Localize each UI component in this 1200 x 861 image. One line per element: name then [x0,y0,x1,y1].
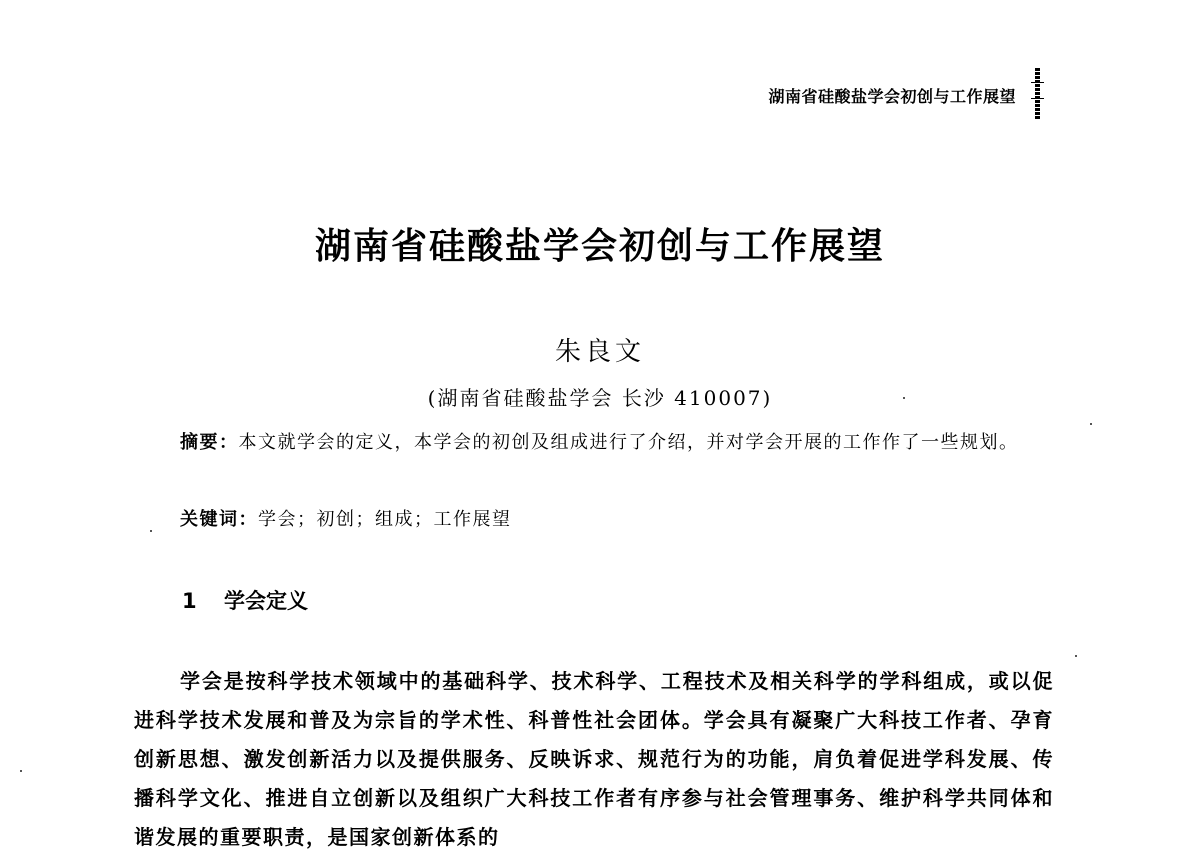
abstract-text: 本文就学会的定义，本学会的初创及组成进行了介绍，并对学会开展的工作作了一些规划。 [238,432,1019,453]
section-number: 1 [182,589,197,613]
abstract [134,425,1054,461]
header-bar-tick [1031,98,1044,99]
paper-title: 湖南省硅酸盐学会初创与工作展望 [314,225,885,267]
scan-speck [1075,655,1077,657]
author-name: 朱良文 [554,337,645,367]
abstract-label: 摘要： [180,432,239,453]
header-bar-mark [1027,68,1047,120]
scan-speck [1090,423,1092,425]
scan-speck [903,397,905,399]
keywords-label: 关键词： [180,509,258,530]
scan-speck [20,770,22,772]
section-heading [182,585,308,615]
header-bar-tick [1031,82,1044,83]
header-bar [1035,68,1040,120]
running-header: 湖南省硅酸盐学会初创与工作展望 [768,87,1016,106]
keywords-text: 学会；初创；组成；工作展望 [258,509,512,530]
keywords [180,505,512,531]
author-affiliation: (湖南省硅酸盐学会 长沙 410007) [427,386,773,410]
section-title: 学会定义 [224,589,308,613]
body-paragraph: 学会是按科学技术领域中的基础科学、技术科学、工程技术及相关科学的学科组成，或以促进科学技术发展和普及为宗旨的学术性、科普性社会团体。学会具有凝聚广大科技工作者、孕育创新思想、激发创新活力以及提供服务、反映诉求、规范行为的功能，肩负着促进学科发展、传播科学文化、推进自立创新以及组织广大科技工作者有序参与社会管理事务、维护科学共同体和谐发展的重要职责，是国家创新体系的 [134,669,1054,849]
scan-speck [150,530,152,532]
